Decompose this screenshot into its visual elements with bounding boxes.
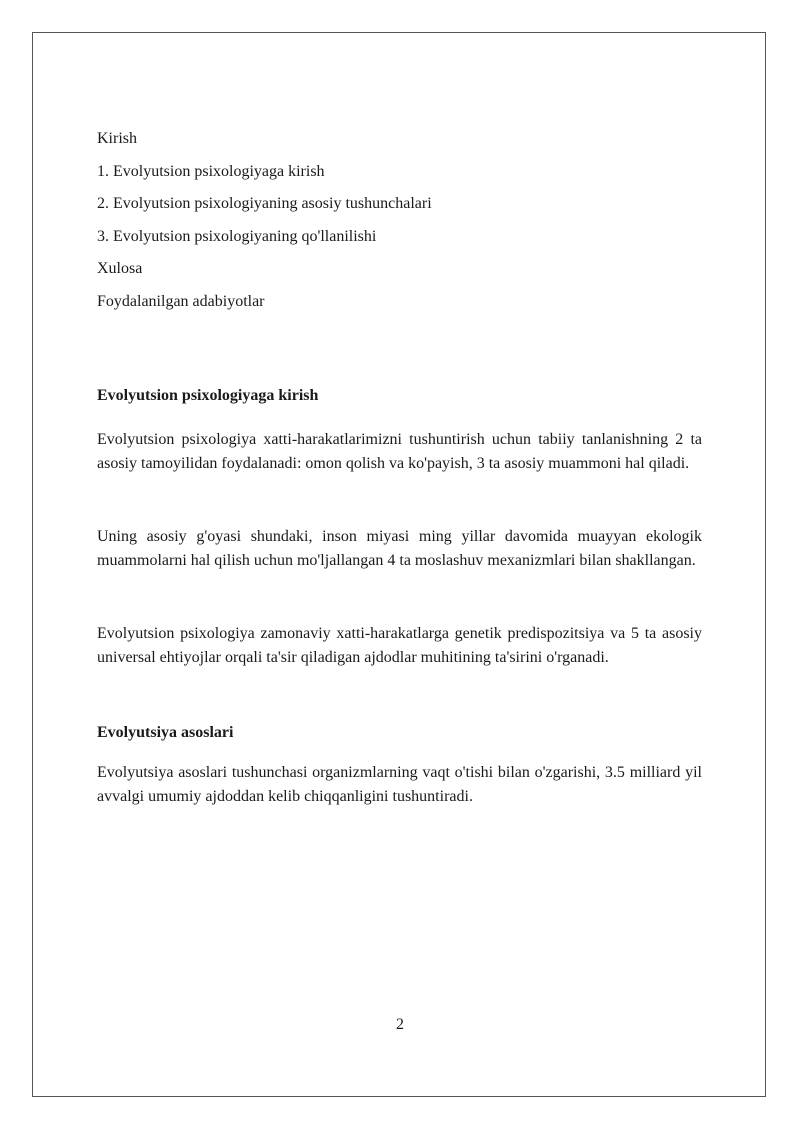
page-content xyxy=(97,127,702,809)
paragraph-4: Evolyutsiya asoslari tushunchasi organizmlarning vaqt o'tishi bilan o'zgarishi, 3.5 milliard yil avvalgi umumiy ajdoddan kelib chiqqanligini tushuntiradi. xyxy=(97,763,702,805)
toc-item-intro: Kirish xyxy=(97,130,137,147)
toc-item-3: 3. Evolyutsion psixologiyaning qo'llanilishi xyxy=(97,227,377,245)
paragraph-1: Evolyutsion psixologiya xatti-harakatlarimizni tushuntirish uchun tabiiy tanlanishning 2 ta asosiy tamoyilidan foydalanadi: omon qolish va ko'payish, 3 ta asosiy muammoni hal qiladi. xyxy=(97,430,702,472)
paragraph-2: Uning asosiy g'oyasi shundaki, inson miyasi ming yillar davomida muayyan ekologik muammolarni hal qilish uchun mo'ljallangan 4 ta moslashuv mexanizmlari bilan shakllangan. xyxy=(97,527,702,569)
toc-item-2: 2. Evolyutsion psixologiyaning asosiy tushunchalari xyxy=(97,195,432,212)
table-of-contents xyxy=(97,127,702,314)
section-heading-basics: Evolyutsiya asoslari xyxy=(97,723,234,741)
page-number: 2 xyxy=(396,1016,404,1033)
section-heading-intro: Evolyutsion psixologiyaga kirish xyxy=(97,386,319,404)
toc-item-1: 1. Evolyutsion psixologiyaga kirish xyxy=(97,162,325,180)
paragraph-3: Evolyutsion psixologiya zamonaviy xatti-harakatlarga genetik predispozitsiya va 5 ta asosiy universal ehtiyojlar orqali ta'sir qiladigan ajdodlar muhitining ta'sirini o'rganadi. xyxy=(97,624,702,666)
toc-item-references: Foydalanilgan adabiyotlar xyxy=(97,292,265,310)
toc-item-conclusion: Xulosa xyxy=(97,260,143,277)
